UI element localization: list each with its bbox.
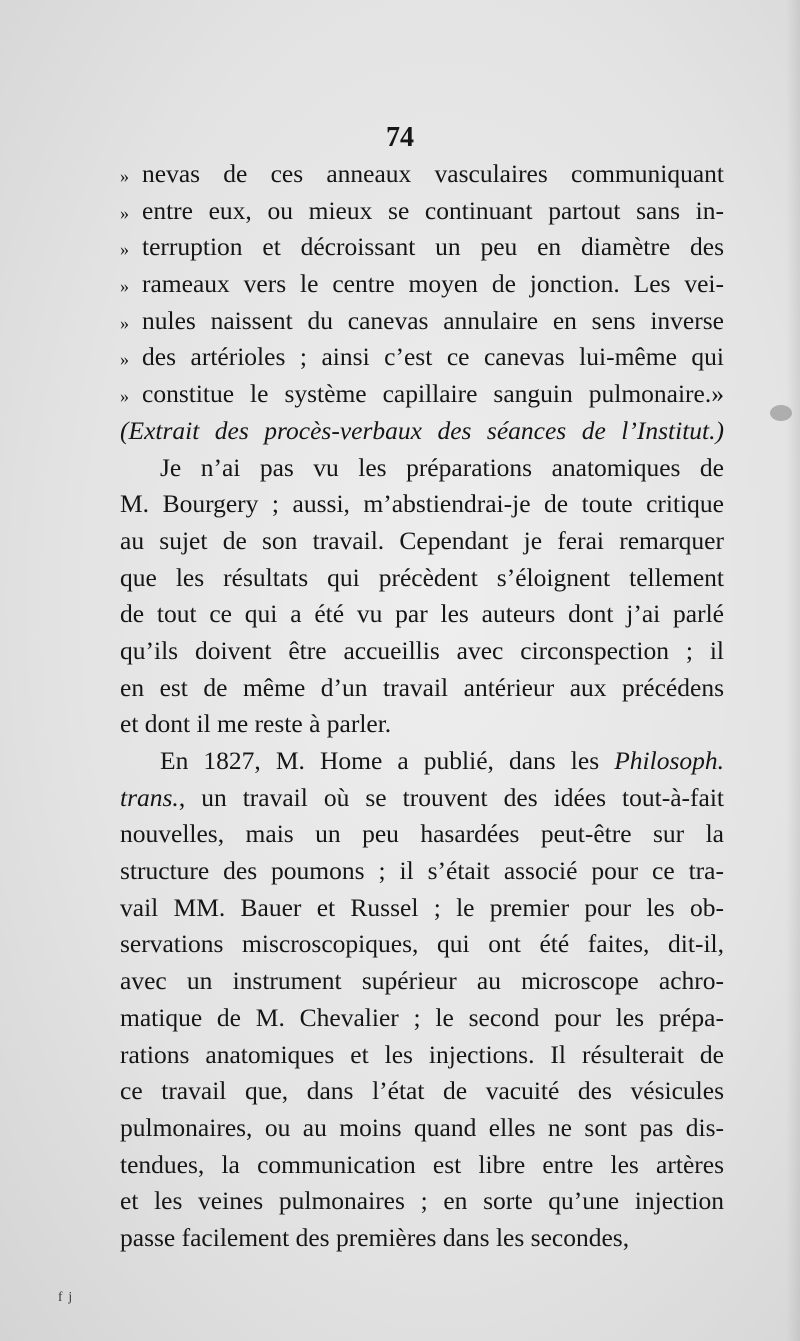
quote-mark: » xyxy=(120,276,129,297)
text-line xyxy=(120,523,724,560)
line-text: vail MM. Bauer et Russel ; le premier pour les ob- xyxy=(120,892,724,922)
text-line xyxy=(120,926,724,963)
text-line xyxy=(120,633,724,670)
quote-mark: » xyxy=(120,386,129,407)
line-text: au sujet de son travail. Cependant je ferai remarquer xyxy=(120,525,724,555)
citation-text: (Extrait des procès-verbaux des séances de l’Institut.) xyxy=(120,415,724,445)
line-text: passe facilement des premières dans les secondes, xyxy=(120,1222,630,1252)
italic-text: Philosoph. xyxy=(614,746,724,775)
text-line xyxy=(120,266,724,303)
text-line xyxy=(120,229,724,266)
line-text: servations miscroscopiques, qui ont été faites, dit-il, xyxy=(120,929,724,959)
line-text: constitue le système capillaire sanguin pulmonaire.» xyxy=(142,379,724,409)
line-text: de tout ce qui a été vu par les auteurs dont j’ai parlé xyxy=(120,599,724,629)
text-line xyxy=(120,450,724,487)
quote-mark: » xyxy=(120,202,129,223)
line-text: , un travail où se trouvent des idées tout-à-fait xyxy=(178,782,724,812)
line-text: et dont il me reste à parler. xyxy=(120,709,392,739)
text-line xyxy=(120,1037,724,1074)
line-text: qu’ils doivent être accueillis avec circonspection ; il xyxy=(120,635,724,665)
line-text: rations anatomiques et les injections. Il résulterait de xyxy=(120,1039,724,1069)
body-text xyxy=(120,156,724,1257)
quote-mark: » xyxy=(120,166,129,186)
text-line xyxy=(120,816,724,853)
text-line xyxy=(120,156,724,193)
text-line xyxy=(120,303,724,340)
line-text: structure des poumons ; il s’était associé pour ce tra- xyxy=(120,856,724,886)
text-line xyxy=(120,1220,724,1257)
text-line xyxy=(120,193,724,230)
line-text: ce travail que, dans l’état de vacuité des vésicules xyxy=(120,1076,724,1106)
text-line xyxy=(120,1183,724,1220)
line-text: En 1827, M. Home a publié, dans les xyxy=(160,746,600,775)
text-line xyxy=(120,780,724,817)
text-line xyxy=(120,890,724,927)
text-line xyxy=(120,1110,724,1147)
page-number: 74 xyxy=(386,122,414,153)
line-text: avec un instrument supérieur au microscope achro- xyxy=(120,966,724,996)
text-line xyxy=(120,560,724,597)
line-text: nouvelles, mais un peu hasardées peut-être sur la xyxy=(120,819,724,849)
line-text: M. Bourgery ; aussi, m’abstiendrai-je de toute critique xyxy=(120,489,724,519)
page-edge-shadow xyxy=(786,0,800,1341)
italic-text: trans. xyxy=(120,782,179,812)
line-text: en est de même d’un travail antérieur aux précédens xyxy=(120,672,724,702)
text-line xyxy=(120,376,724,413)
ink-blot xyxy=(770,405,792,421)
text-line xyxy=(120,706,724,743)
line-text: tendues, la communication est libre entre les artères xyxy=(120,1149,724,1179)
text-line xyxy=(120,413,724,450)
text-line xyxy=(120,1147,724,1184)
line-text: des artérioles ; ainsi c’est ce canevas lui-même qui xyxy=(142,342,724,372)
line-text: entre eux, ou mieux se continuant partout sans in- xyxy=(142,195,724,225)
text-line xyxy=(120,339,724,376)
line-text: nevas de ces anneaux vasculaires communiquant xyxy=(142,159,724,188)
text-line xyxy=(120,486,724,523)
line-text: que les résultats qui précèdent s’éloignent tellement xyxy=(120,562,724,592)
line-text: rameaux vers le centre moyen de jonction. Les vei- xyxy=(142,269,724,299)
quote-mark: » xyxy=(120,312,129,333)
line-text: pulmonaires, ou au moins quand elles ne sont pas dis- xyxy=(120,1112,724,1142)
quote-mark: » xyxy=(120,349,129,370)
quote-mark: » xyxy=(120,239,129,260)
text-line xyxy=(120,853,724,890)
line-text: matique de M. Chevalier ; le second pour les prépa- xyxy=(120,1002,724,1032)
line-text: nules naissent du canevas annulaire en sens inverse xyxy=(142,305,724,335)
text-line xyxy=(120,743,724,780)
text-line xyxy=(120,670,724,707)
line-text: terruption et décroissant un peu en diamètre des xyxy=(142,232,724,262)
text-line xyxy=(120,1000,724,1037)
text-line xyxy=(120,596,724,633)
text-line xyxy=(120,963,724,1000)
corner-ink-mark: ᶠ ʲ xyxy=(58,1287,72,1312)
line-text: et les veines pulmonaires ; en sorte qu’une injection xyxy=(120,1186,724,1216)
line-text: Je n’ai pas vu les préparations anatomiques de xyxy=(160,452,724,482)
text-line xyxy=(120,1073,724,1110)
